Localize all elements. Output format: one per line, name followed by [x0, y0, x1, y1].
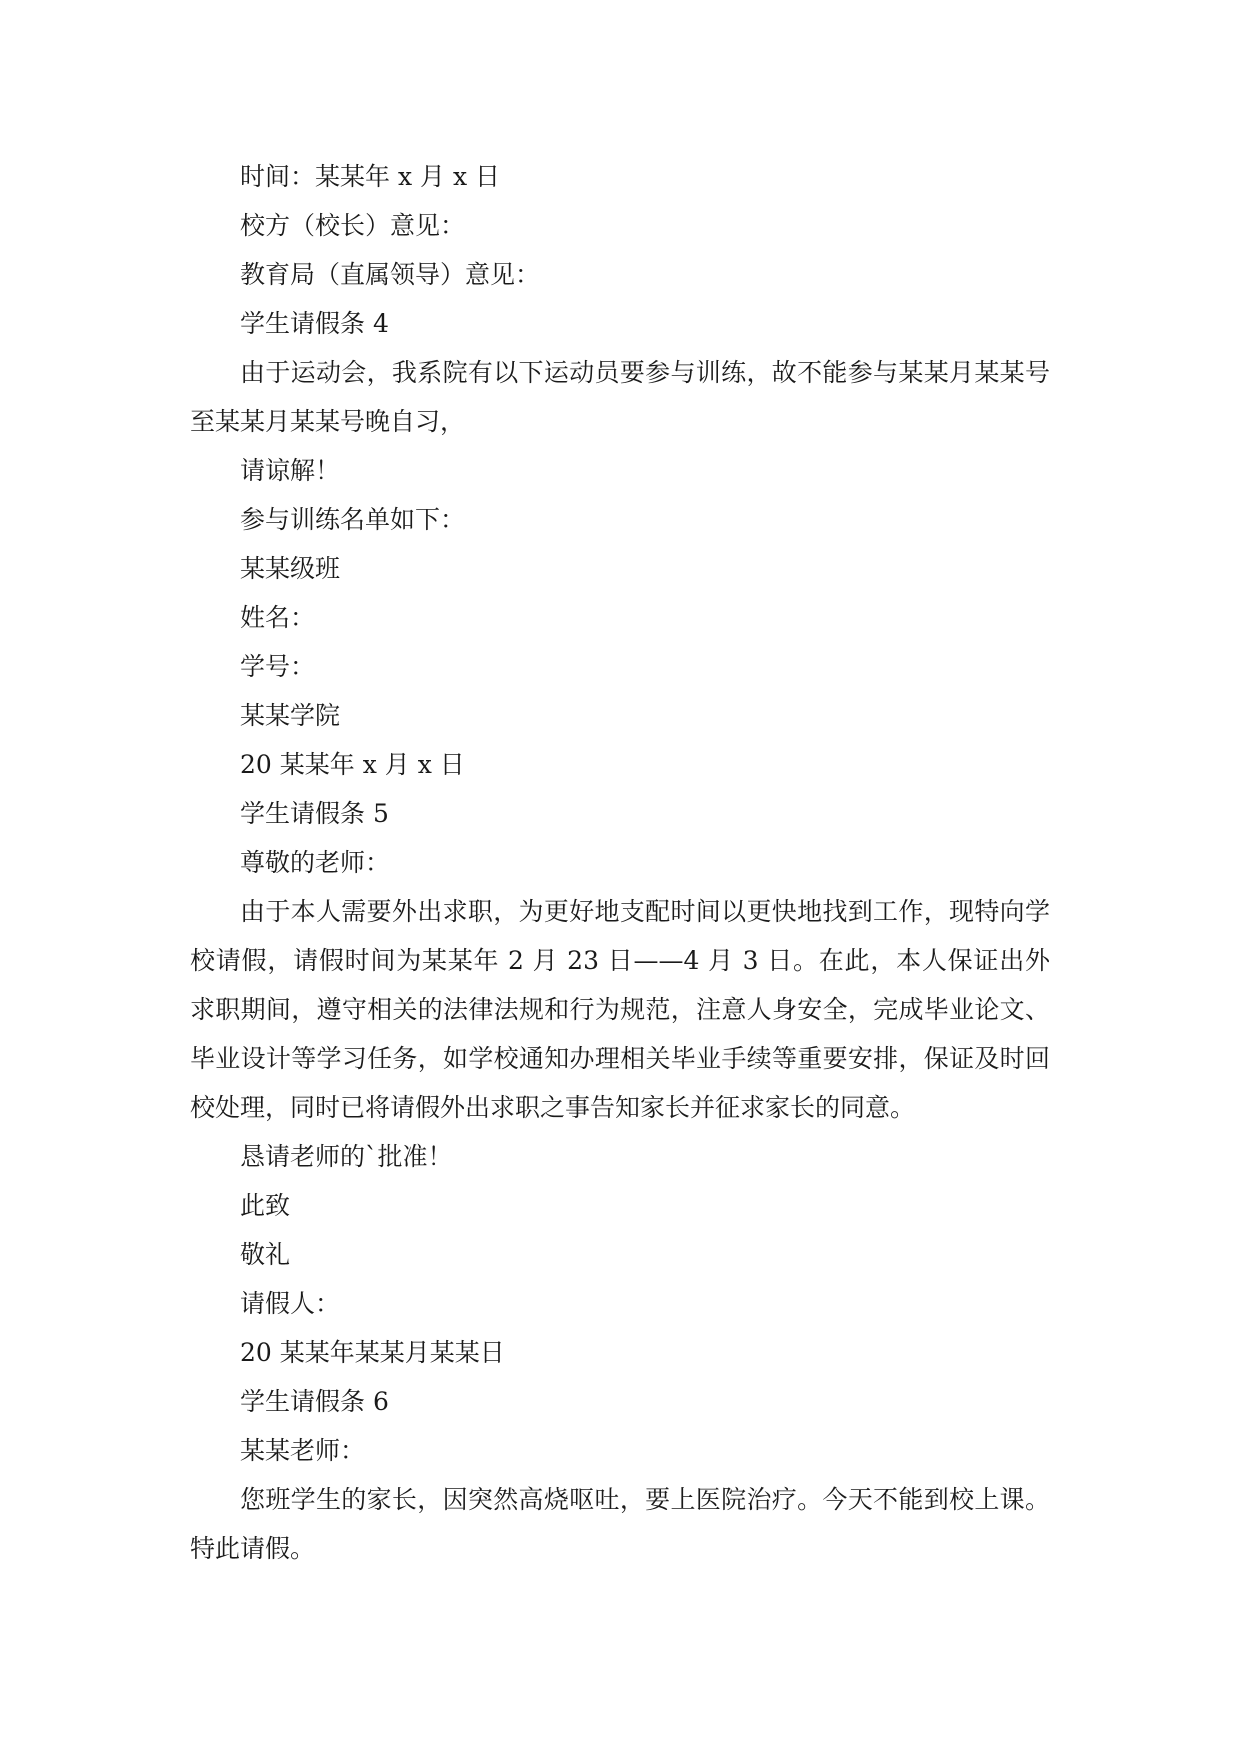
student-id-field-line: 学号： [240, 652, 316, 681]
salutation-line: 尊敬的老师： [240, 848, 391, 877]
time-line: 时间：某某年 x 月 x 日 [240, 162, 500, 191]
education-bureau-opinion-line: 教育局（直属领导）意见： [240, 260, 541, 289]
section-title-6: 学生请假条 6 [240, 1387, 389, 1416]
date-line: 20 某某年 x 月 x 日 [240, 750, 465, 779]
closing-jingli-line: 敬礼 [240, 1240, 291, 1269]
approval-request-line: 恳请老师的`批准！ [240, 1142, 453, 1171]
paragraph-job-hunting: 由于本人需要外出求职，为更好地支配时间以更快地找到工作，现特向学校请假，请假时间为某某年 2 月 23 日——4 月 3 日。在此，本人保证出外求职期间，遵守相关的法律法规和行为规范，注意人身安全，完成毕业论文、毕业设计等学习任务，如学校通知办理相关毕业手续等重要安排，保证及时回校处理，同时已将请假外出求职之事告知家长并征求家长的同意。 [190, 897, 1050, 1122]
class-line: 某某级班 [240, 554, 341, 583]
teacher-salutation-line: 某某老师： [240, 1436, 366, 1465]
closing-cizhi-line: 此致 [240, 1191, 291, 1220]
section-title-4: 学生请假条 4 [240, 309, 389, 338]
training-list-heading: 参与训练名单如下： [240, 505, 466, 534]
signature-date-line: 20 某某年某某月某某日 [240, 1338, 505, 1367]
applicant-line: 请假人： [240, 1289, 341, 1318]
paragraph-sick-leave: 您班学生的家长，因突然高烧呕吐，要上医院治疗。今天不能到校上课。特此请假。 [190, 1485, 1050, 1563]
please-understand-line: 请谅解！ [240, 456, 341, 485]
paragraph-sports-meeting: 由于运动会，我系院有以下运动员要参与训练，故不能参与某某月某某号至某某月某某号晚自习， [190, 358, 1050, 436]
school-opinion-line: 校方（校长）意见： [240, 211, 466, 240]
document-body [190, 152, 1050, 1573]
name-field-line: 姓名： [240, 603, 316, 632]
section-title-5: 学生请假条 5 [240, 799, 389, 828]
college-line: 某某学院 [240, 701, 341, 730]
